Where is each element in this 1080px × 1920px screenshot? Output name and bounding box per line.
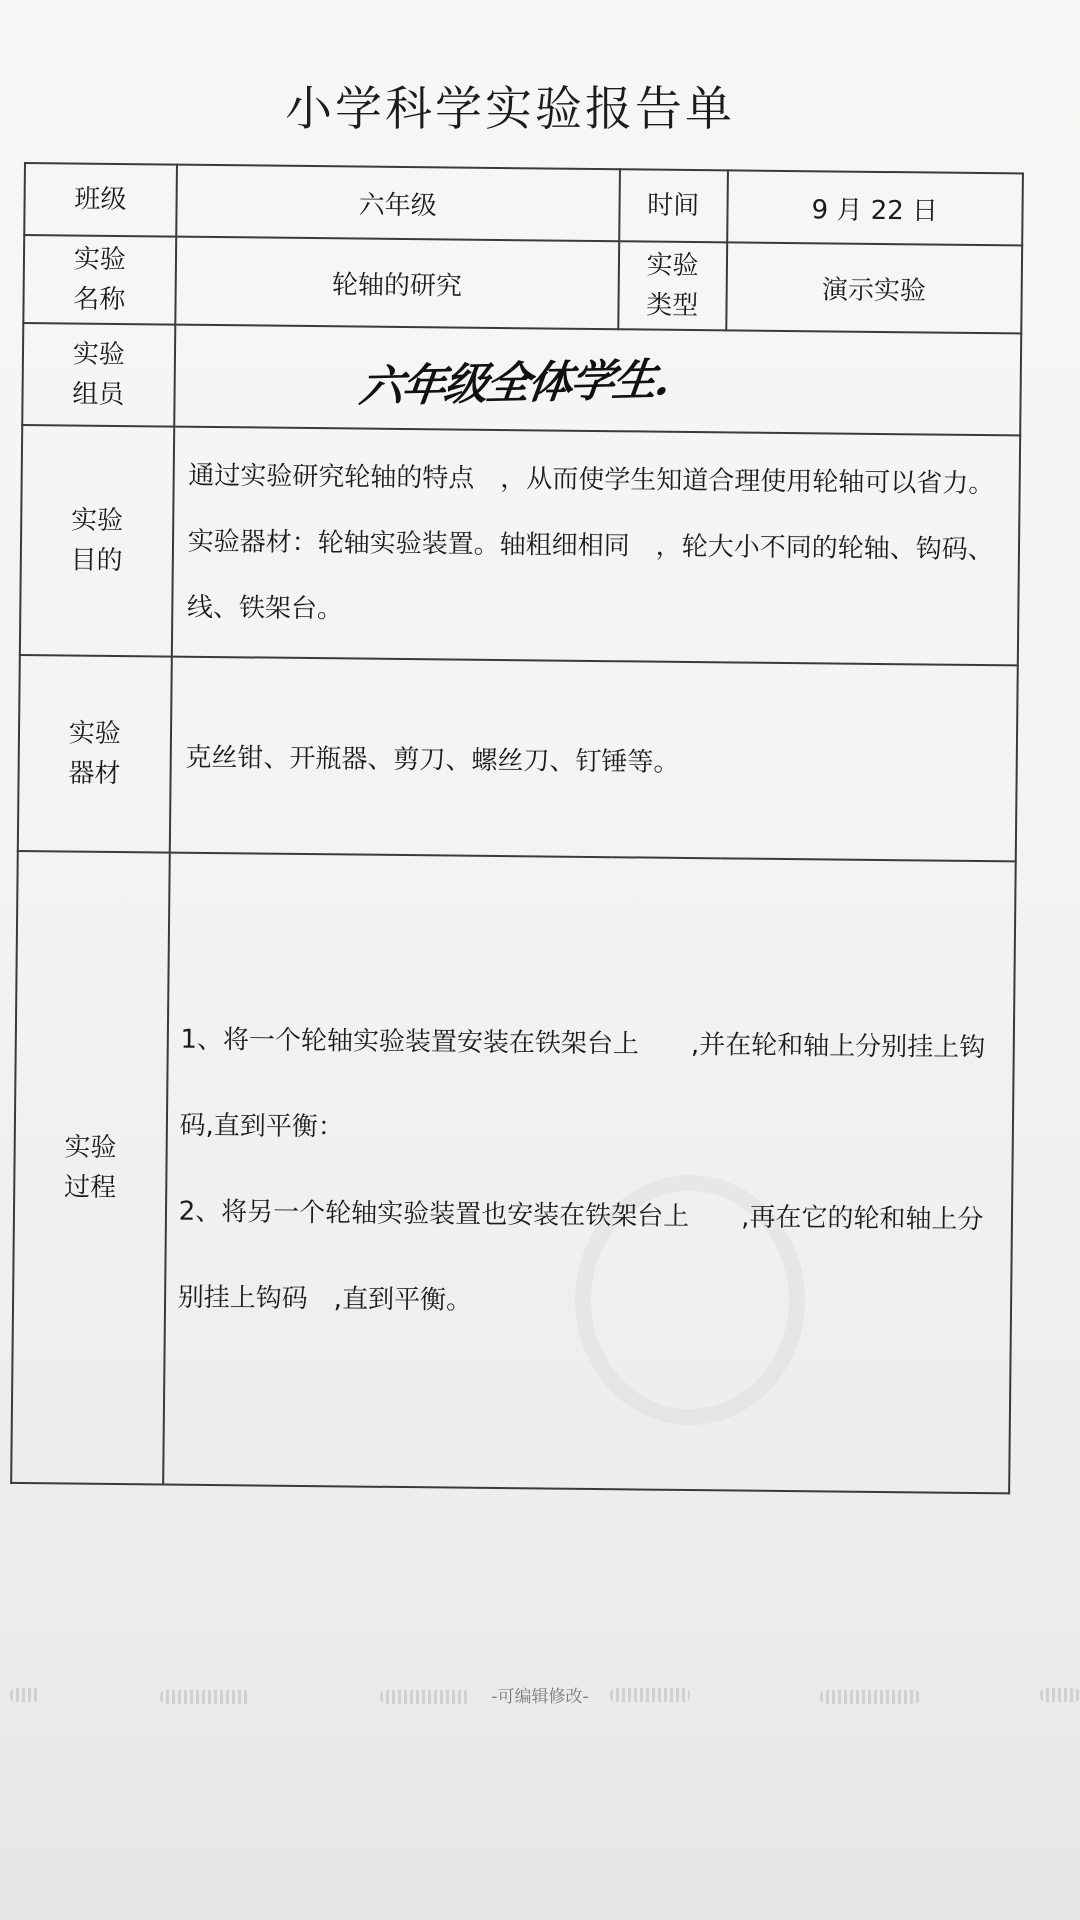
report-title: 小学科学实验报告单 xyxy=(285,82,735,137)
experiment-type-label-line1: 实验 xyxy=(646,250,699,282)
members-label-line1: 实验 xyxy=(72,339,125,371)
experiment-type-value: 演示实验 xyxy=(726,242,1022,333)
purpose-label xyxy=(20,425,174,657)
members-label-line2: 组员 xyxy=(72,379,125,411)
equipment-label xyxy=(18,655,172,853)
members-handwritten: 六年级全体学生. xyxy=(356,354,671,413)
time-value: 9 月 22 日 xyxy=(727,170,1023,245)
experiment-name-value: 轮轴的研究 xyxy=(175,237,619,330)
purpose-label-line2: 目的 xyxy=(70,545,123,577)
time-label: 时间 xyxy=(619,169,728,242)
experiment-type-label xyxy=(618,241,727,330)
row-purpose xyxy=(20,425,1020,665)
footer-note: -可编辑修改- xyxy=(491,1687,589,1707)
report-table xyxy=(10,162,1024,1494)
equipment-text: 克丝钳、开瓶器、剪刀、螺丝刀、钉锤等。 xyxy=(169,657,1017,862)
experiment-name-label xyxy=(23,235,176,325)
process-step-1: 1、将一个轮轴实验装置安装在铁架台上 ,并在轮和轴上分别挂上钩码,直到平衡： xyxy=(179,1024,986,1143)
members-value-cell xyxy=(174,325,1021,436)
process-label-line2: 过程 xyxy=(63,1172,117,1204)
process-label xyxy=(11,851,169,1485)
process-text xyxy=(163,853,1016,1494)
row-process xyxy=(11,851,1016,1493)
purpose-label-line1: 实验 xyxy=(70,505,124,537)
row-equipment xyxy=(18,655,1018,861)
experiment-name-label-line1: 实验 xyxy=(73,244,126,276)
members-label xyxy=(22,323,175,427)
experiment-type-label-line2: 类型 xyxy=(645,290,699,322)
purpose-text: 通过实验研究轮轴的特点 ，从而使学生知道合理使用轮轴可以省力。实验器材：轮轴实验装置。轴粗细相同 ，轮大小不同的轮轴、钩码、线、铁架台。 xyxy=(171,427,1020,666)
experiment-name-label-line2: 名称 xyxy=(73,284,126,316)
row-class-time xyxy=(24,163,1023,245)
process-step-2: 2、将另一个轮轴实验装置也安装在铁架台上 ,再在它的轮和轴上分别挂上钩码 ,直到平衡。 xyxy=(177,1196,984,1316)
process-label-line1: 实验 xyxy=(64,1132,117,1164)
class-label: 班级 xyxy=(24,163,176,237)
class-value: 六年级 xyxy=(176,165,620,242)
equipment-label-line1: 实验 xyxy=(68,718,122,750)
equipment-label-line2: 器材 xyxy=(68,758,121,790)
row-name-type xyxy=(23,235,1022,333)
row-members xyxy=(22,323,1021,435)
